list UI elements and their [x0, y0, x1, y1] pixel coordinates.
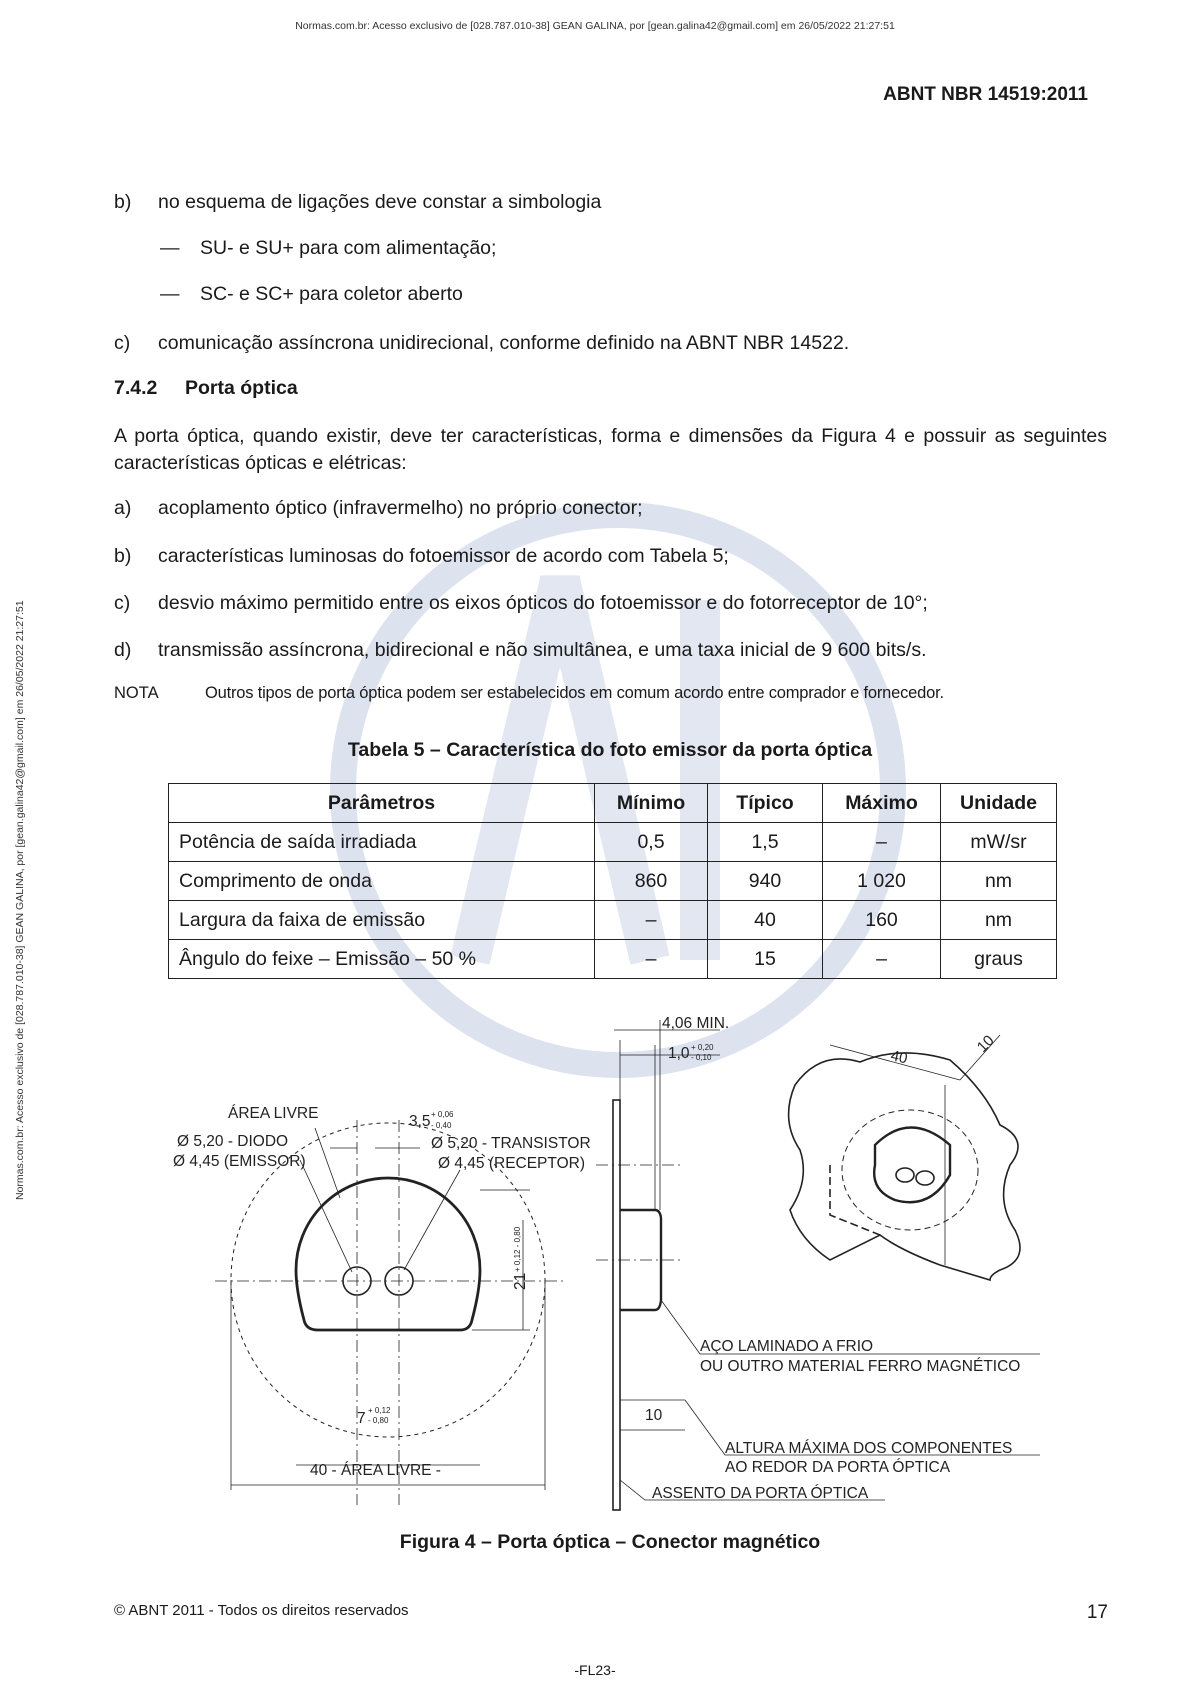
- table-cell: graus: [941, 940, 1057, 979]
- label-emissor: Ø 4,45 (EMISSOR): [173, 1153, 306, 1170]
- list-item-label: c): [114, 592, 131, 614]
- page-code: -FL23-: [574, 1662, 616, 1678]
- dash-item-text: SC- e SC+ para coletor aberto: [200, 283, 463, 305]
- list-item-text: transmissão assíncrona, bidirecional e não simultânea, e uma taxa inicial de 9 600 bits/s.: [158, 639, 927, 661]
- label-iso-10: 10: [973, 1032, 998, 1056]
- list-item-text: desvio máximo permitido entre os eixos ópticos do fotoemissor e do fotorreceptor de 10°;: [158, 592, 928, 614]
- copyright: © ABNT 2011 - Todos os direitos reservados: [114, 1602, 409, 1619]
- list-item-label: b): [114, 191, 132, 213]
- front-view: [215, 1120, 565, 1505]
- table-cell: nm: [941, 901, 1057, 940]
- list-item-label: d): [114, 639, 132, 661]
- table-cell: 1,5: [708, 823, 823, 862]
- table-cell: Largura da faixa de emissão: [169, 901, 595, 940]
- table-cell: 860: [595, 862, 708, 901]
- table-cell: –: [823, 823, 941, 862]
- label-aco-line2: OU OUTRO MATERIAL FERRO MAGNÉTICO: [700, 1358, 1021, 1375]
- section-number: 7.4.2: [114, 377, 158, 399]
- access-watermark-side: Normas.com.br: Acesso exclusivo de [028.787.010-38] GEAN GALINA, por [gean.galina42@gmail.com] em 26/05/2022 21:27:51: [14, 600, 26, 1200]
- access-watermark-top: Normas.com.br: Acesso exclusivo de [028.787.010-38] GEAN GALINA, por [gean.galina42@gmail.com] em 26/05/2022 21:27:51: [295, 20, 895, 32]
- table-cell: 160: [823, 901, 941, 940]
- label-dim-3-5: 3,5: [409, 1113, 431, 1130]
- list-item-text: características luminosas do fotoemissor de acordo com Tabela 5;: [158, 545, 729, 567]
- intro-paragraph: A porta óptica, quando existir, deve ter características, forma e dimensões da Figura 4 e possuir as seguintes características ópticas e elétricas:: [114, 425, 1107, 474]
- label-tol-3-5-up: + 0,06: [431, 1110, 454, 1119]
- label-tol-1-0-dn: - 0,10: [691, 1053, 712, 1062]
- label-area-livre: ÁREA LIVRE: [228, 1105, 319, 1122]
- table-cell: Potência de saída irradiada: [169, 823, 595, 862]
- note-text: Outros tipos de porta óptica podem ser estabelecidos em comum acordo entre comprador e fornecedor.: [205, 684, 944, 702]
- label-aco-line1: AÇO LAMINADO A FRIO: [700, 1338, 874, 1355]
- table-cell: –: [595, 940, 708, 979]
- label-min-4-06: 4,06 MIN.: [662, 1015, 730, 1032]
- label-dim-21: 21: [512, 1272, 529, 1290]
- list-item-label: a): [114, 497, 132, 519]
- figure-caption: Figura 4 – Porta óptica – Conector magnético: [399, 1531, 821, 1553]
- label-tol-21: + 0,12 - 0,80: [513, 1226, 522, 1272]
- table-cell: Comprimento de onda: [169, 862, 595, 901]
- table-cell: nm: [941, 862, 1057, 901]
- table-title: Tabela 5 – Característica do foto emissor da porta óptica: [347, 739, 873, 761]
- label-tol-7-dn: - 0,80: [368, 1416, 389, 1425]
- label-tol-7-up: + 0,12: [368, 1406, 391, 1415]
- label-dim-10: 10: [645, 1407, 663, 1424]
- dash-item-text: SU- e SU+ para com alimentação;: [200, 237, 497, 259]
- table-cell: 15: [708, 940, 823, 979]
- table-cell: 0,5: [595, 823, 708, 862]
- list-item-text: comunicação assíncrona unidirecional, conforme definido na ABNT NBR 14522.: [158, 332, 850, 354]
- column-header: Mínimo: [595, 784, 708, 823]
- table-cell: Ângulo do feixe – Emissão – 50 %: [169, 940, 595, 979]
- column-header: Unidade: [941, 784, 1057, 823]
- label-diodo: Ø 5,20 - DIODO: [177, 1133, 289, 1150]
- list-item-label: c): [114, 332, 131, 354]
- table-cell: 1 020: [823, 862, 941, 901]
- label-altura-line2: AO REDOR DA PORTA ÓPTICA: [725, 1459, 951, 1476]
- label-iso-40: 40: [889, 1047, 910, 1068]
- document-code: ABNT NBR 14519:2011: [883, 84, 1088, 105]
- side-view: [596, 1020, 1040, 1510]
- label-assento: ASSENTO DA PORTA ÓPTICA: [652, 1485, 869, 1502]
- label-tol-1-0-up: + 0,20: [691, 1043, 714, 1052]
- label-area-livre-40: 40 - ÁREA LIVRE -: [310, 1462, 441, 1479]
- label-transistor: Ø 5,20 - TRANSISTOR: [431, 1135, 591, 1152]
- note-label: NOTA: [114, 684, 159, 702]
- table-cell: 40: [708, 901, 823, 940]
- list-item-text: acoplamento óptico (infravermelho) no próprio conector;: [158, 497, 643, 519]
- dash-mark: —: [160, 237, 180, 259]
- label-dim-1-0: 1,0: [668, 1045, 690, 1062]
- label-altura-line1: ALTURA MÁXIMA DOS COMPONENTES: [725, 1440, 1013, 1457]
- dash-mark: —: [160, 283, 180, 305]
- section-title: Porta óptica: [185, 377, 298, 399]
- table-cell: mW/sr: [941, 823, 1057, 862]
- label-receptor: Ø 4,45 (RECEPTOR): [438, 1155, 586, 1172]
- table-cell: 940: [708, 862, 823, 901]
- list-item-text: no esquema de ligações deve constar a simbologia: [158, 191, 602, 213]
- isometric-view: [789, 1035, 1020, 1280]
- table-cell: –: [595, 901, 708, 940]
- page-number: 17: [1086, 1602, 1108, 1623]
- label-tol-3-5-dn: - 0,40: [431, 1121, 452, 1130]
- list-item-label: b): [114, 545, 132, 567]
- label-dim-7: 7: [357, 1410, 366, 1427]
- table-cell: –: [823, 940, 941, 979]
- column-header: Parâmetros: [169, 784, 595, 823]
- column-header: Típico: [708, 784, 823, 823]
- column-header: Máximo: [823, 784, 941, 823]
